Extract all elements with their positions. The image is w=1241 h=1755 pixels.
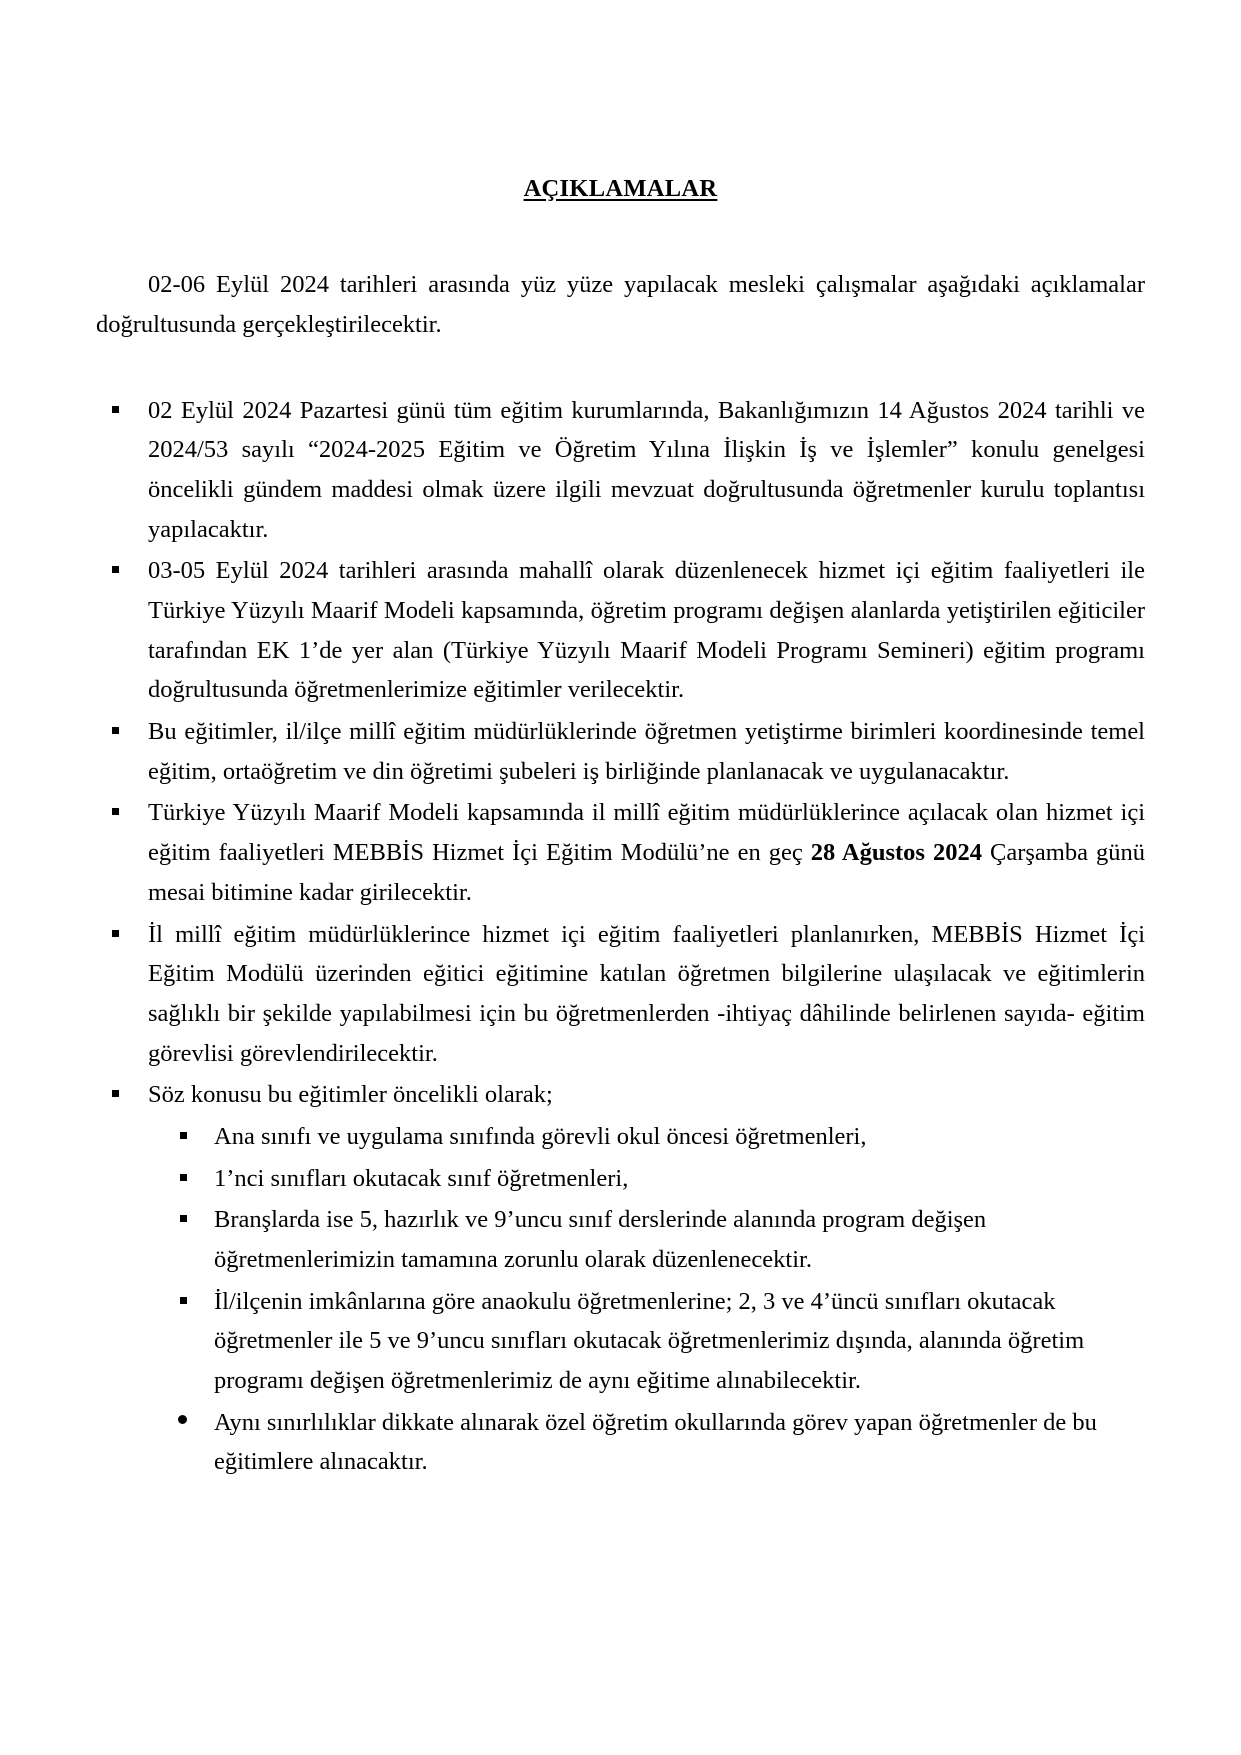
square-bullet-icon bbox=[112, 808, 119, 815]
square-bullet-icon bbox=[112, 727, 119, 734]
list-item bbox=[168, 1403, 1145, 1482]
list-item-text: Bu eğitimler, il/ilçe millî eğitim müdürlüklerinde öğretmen yetiştirme birimleri koordinesinde temel eğitim, ortaöğretim ve din öğretimi şubeleri iş birliğinde planlanacak ve uygulanacaktır. bbox=[148, 718, 1145, 785]
square-bullet-icon bbox=[112, 406, 119, 413]
list-item-text: 02 Eylül 2024 Pazartesi günü tüm eğitim kurumlarında, Bakanlığımızın 14 Ağustos 2024 tarihli ve 2024/53 sayılı “2024-2025 Eğitim ve Öğretim Yılına İlişkin İş ve İşlemler” konulu genelgesi öncelikli gündem maddesi olmak üzere ilgili mevzuat doğrultusunda öğretmenler kurulu toplantısı yapılacaktır. bbox=[148, 396, 1145, 543]
list-item-text: Türkiye Yüzyılı Maarif Modeli kapsamında il millî eğitim müdürlüklerince açılacak olan hizmet içi eğitim faaliyetleri MEBBİS Hizmet İçi Eğitim Modülü’ne en geç bbox=[148, 799, 1145, 867]
intro-paragraph: 02-06 Eylül 2024 tarihleri arasında yüz yüze yapılacak mesleki çalışmalar aşağıdaki açıklamalar doğrultusunda gerçekleştirilecektir. bbox=[96, 271, 1145, 338]
list-item-text: 1’nci sınıfları okutacak sınıf öğretmenleri, bbox=[214, 1164, 629, 1192]
square-bullet-icon bbox=[180, 1174, 187, 1181]
list-item bbox=[96, 1075, 1145, 1482]
list-item-text: Branşlarda ise 5, hazırlık ve 9’uncu sınıf derslerinde alanında program değişen öğretmenlerimizin tamamına zorunlu olarak düzenlenecektir. bbox=[214, 1206, 987, 1274]
square-bullet-icon bbox=[112, 566, 119, 573]
square-bullet-icon bbox=[112, 930, 119, 937]
main-bullet-list bbox=[96, 391, 1145, 1483]
list-item-text: Söz konusu bu eğitimler öncelikli olarak; bbox=[148, 1081, 553, 1109]
list-item bbox=[96, 915, 1145, 1074]
list-item-text: İl/ilçenin imkânlarına göre anaokulu öğretmenlerine; 2, 3 ve 4’üncü sınıfları okutacak öğretmenler ile 5 ve 9’uncu sınıfları okutacak öğretmenlerimiz dışında, alanında öğretim programı değişen öğretmenlerimiz de aynı eğitime alınabilecektir. bbox=[214, 1287, 1085, 1395]
square-bullet-icon bbox=[180, 1132, 187, 1139]
list-item-text: 03-05 Eylül 2024 tarihleri arasında mahallî olarak düzenlenecek hizmet içi eğitim faaliyetleri ile Türkiye Yüzyılı Maarif Modeli kapsamında, öğretim programı değişen alanlarda yetiştirilen eğiticiler tarafından EK 1’de yer alan (Türkiye Yüzyılı Maarif Modeli Programı Semineri) eğitim programı doğrultusunda öğretmenlerimize eğitimler verilecektir. bbox=[148, 557, 1145, 704]
sub-bullet-list-wrapper bbox=[148, 1117, 1145, 1482]
square-bullet-icon bbox=[112, 1090, 119, 1097]
disc-bullet-icon bbox=[178, 1415, 187, 1424]
list-item bbox=[96, 391, 1145, 550]
list-item bbox=[168, 1282, 1145, 1401]
list-item bbox=[96, 551, 1145, 710]
square-bullet-icon bbox=[180, 1215, 187, 1222]
list-item-text: İl millî eğitim müdürlüklerince hizmet içi eğitim faaliyetleri planlanırken, MEBBİS Hizmet İçi Eğitim Modülü üzerinden eğitici eğitimine katılan öğretmen bilgilerine ulaşılacak ve eğitimlerin sağlıklı bir şekilde yapılabilmesi için bu öğretmenlerden -ihtiyaç dâhilinde belirlenen sayıda- eğitim görevlisi görevlendirilecektir. bbox=[148, 920, 1145, 1067]
list-item bbox=[96, 793, 1145, 912]
sub-bullet-list bbox=[148, 1117, 1145, 1482]
list-item bbox=[96, 712, 1145, 791]
list-item bbox=[168, 1159, 1145, 1199]
list-item bbox=[168, 1117, 1145, 1157]
deadline-date-emphasis: 28 Ağustos 2024 bbox=[810, 839, 982, 867]
list-item-text-continued: Çarşamba günü mesai bitimine kadar girilecektir. bbox=[148, 839, 1146, 906]
page-title bbox=[96, 170, 1145, 207]
list-item bbox=[168, 1200, 1145, 1279]
page-title-text: AÇIKLAMALAR bbox=[523, 175, 718, 202]
square-bullet-icon bbox=[180, 1297, 187, 1304]
list-item-text: Ana sınıfı ve uygulama sınıfında görevli okul öncesi öğretmenleri, bbox=[214, 1122, 867, 1150]
list-item-text: Aynı sınırlılıklar dikkate alınarak özel öğretim okullarında görev yapan öğretmenler de bu eğitimlere alınacaktır. bbox=[214, 1408, 1097, 1476]
